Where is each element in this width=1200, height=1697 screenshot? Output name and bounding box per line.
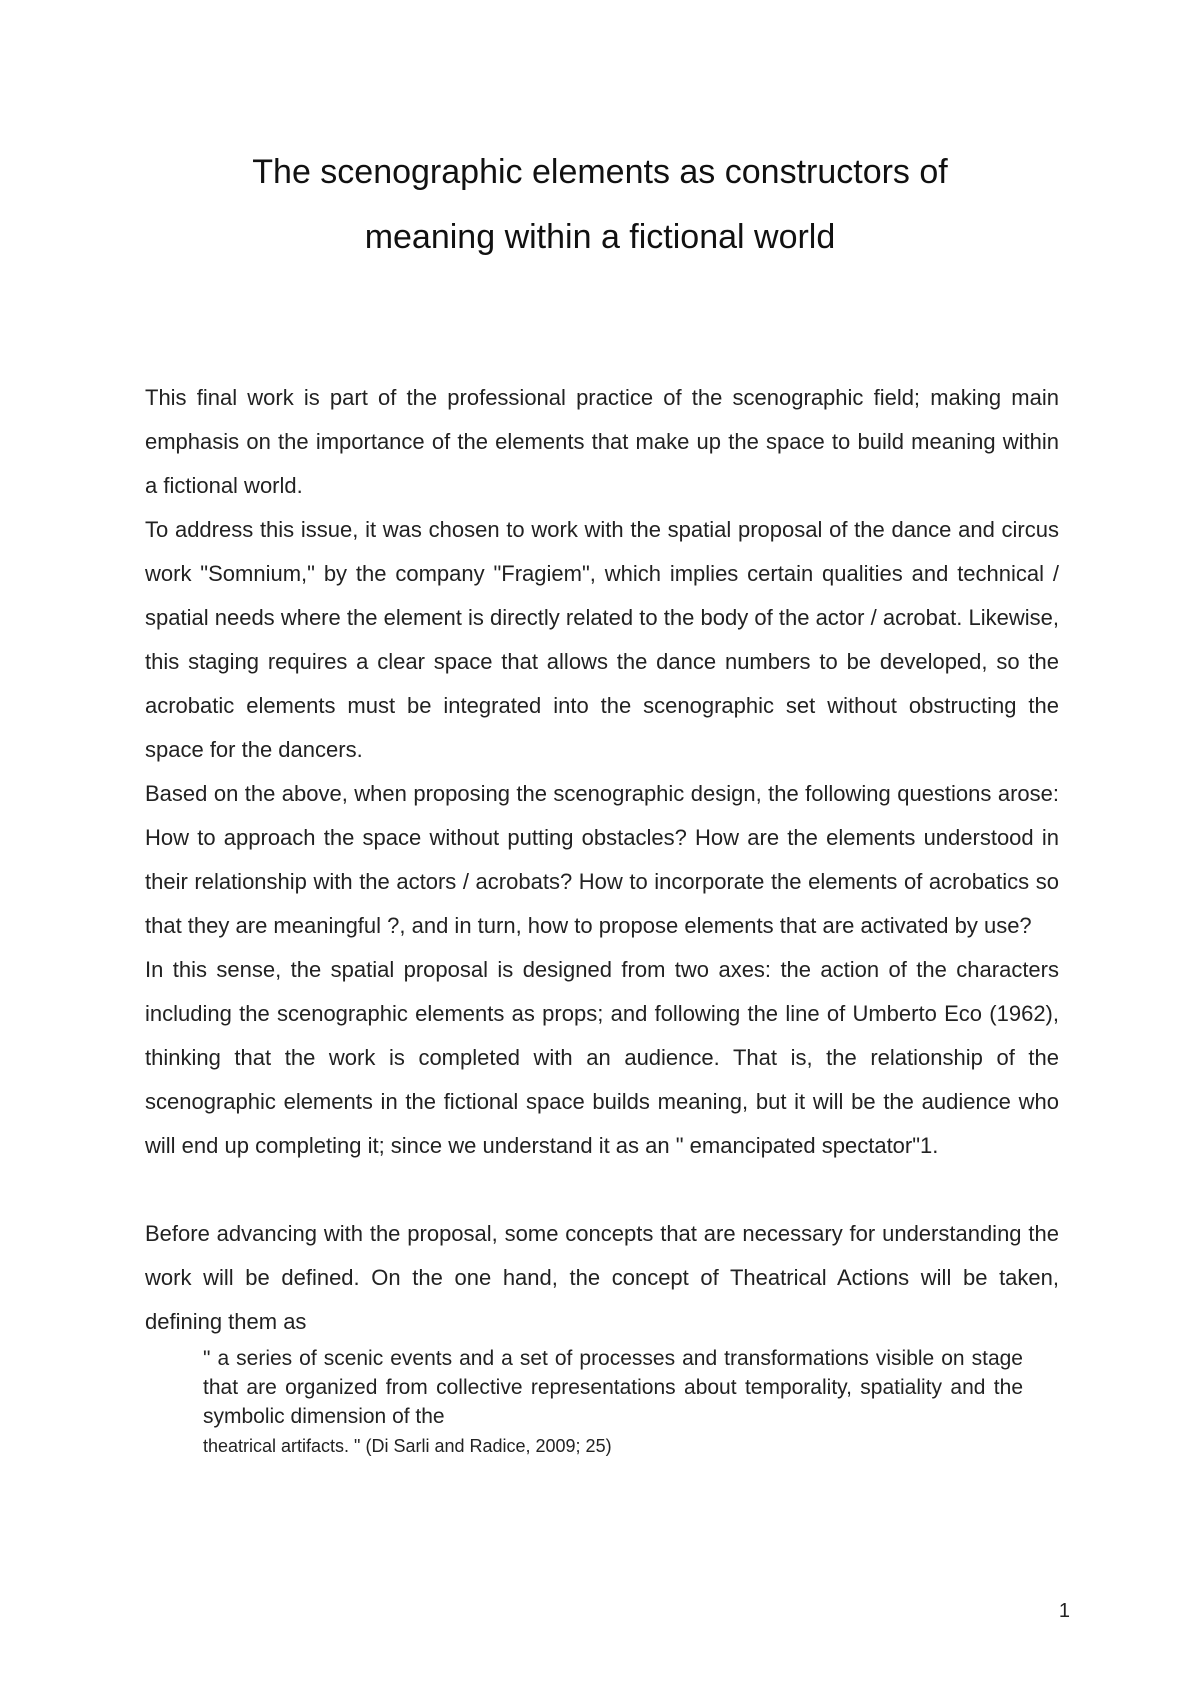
quote-citation: theatrical artifacts. " (Di Sarli and Radice, 2009; 25) [203,1436,612,1456]
paragraph-concepts: Before advancing with the proposal, some concepts that are necessary for understanding the work will be defined. On the one hand, the concept of Theatrical Actions will be taken, defining them as [145,1221,1059,1334]
page-number: 1 [1058,1600,1070,1622]
title-line-1: The scenographic elements as constructors of [252,153,948,191]
paragraph-somnium: To address this issue, it was chosen to work with the spatial proposal of the dance and circus work "Somnium," by the company "Fragiem", which implies certain qualities and technical / spatial needs where the element is directly related to the body of the actor / acrobat. Likewise, this staging requires a clear space that allows the dance numbers to be developed, so the acrobatic elements must be integrated into the scenographic set without obstructing the space for the dancers. [145,517,1059,762]
paragraph-spacer [145,1168,1059,1212]
block-quote [203,1344,1023,1461]
title-line-2: meaning within a fictional world [364,218,836,256]
quote-text: " a series of scenic events and a set of processes and transformations visible on stage that are organized from collective representations about temporality, spatiality and the symbolic dimension of the [203,1347,1023,1428]
paragraph-intro: This final work is part of the professional practice of the scenographic field; making main emphasis on the importance of the elements that make up the space to build meaning within a fictional world. [145,385,1059,498]
paragraph-questions: Based on the above, when proposing the scenographic design, the following questions arose: How to approach the space without putting obstacles? How are the elements understood in their relationship with the actors / acrobats? How to incorporate the elements of acrobatics so that they are meaningful ?, and in turn, how to propose elements that are activated by use? [145,781,1059,938]
paragraph-axes: In this sense, the spatial proposal is designed from two axes: the action of the characters including the scenographic elements as props; and following the line of Umberto Eco (1962), thinking that the work is completed with an audience. That is, the relationship of the scenographic elements in the fictional space builds meaning, but it will be the audience who will end up completing it; since we understand it as an " emancipated spectator"1. [145,957,1059,1158]
document-body [145,376,1059,1461]
document-title [0,140,1200,270]
